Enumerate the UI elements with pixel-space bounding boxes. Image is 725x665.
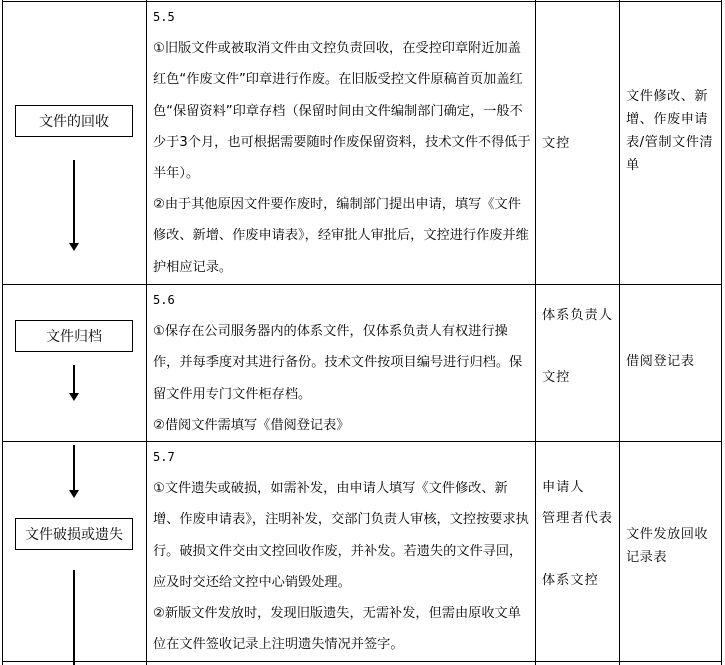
flow-connector-line (73, 570, 75, 665)
description-paragraph: ①旧版文件或被取消文件由文控负责回收，在受控印章附近加盖红色“作废文件”印章进行作废。在旧版受控文件原稿首页加盖红色“保留资料”印章存档（保留时间由文件编制部门确定，一般不少于3个月，也可根据需要随时作废保留资料，技术文件不得低于半年）。 (153, 41, 531, 182)
description-cell-recall (153, 2, 531, 283)
responsible-party: 文控 (542, 136, 571, 151)
record-cell-archive: 借阅登记表 (626, 354, 695, 369)
flow-arrow-down (73, 160, 75, 245)
responsible-cell-damage-loss (542, 472, 616, 597)
flow-box-archive: 文件归档 (15, 320, 133, 352)
flow-arrow-down (73, 445, 75, 492)
description-paragraph: ②由于其他原因文件要作废时，编制部门提出申请，填写《文件修改、新增、作废申请表》，经审批人审批后，文控进行作废并维护相应记录。 (153, 197, 529, 275)
responsible-party: 文控 (542, 370, 571, 386)
description-cell-damage-loss (153, 442, 531, 660)
responsible-party: 申请人 (542, 480, 585, 495)
responsible-party: 体系负责人 (542, 308, 613, 323)
responsible-cell-archive (542, 300, 616, 393)
flow-box-recall: 文件的回收 (15, 105, 133, 137)
flow-box-damage-loss: 文件破损或遗失 (15, 518, 133, 550)
flow-arrow-down (73, 365, 75, 395)
col-border-left (2, 0, 3, 665)
description-paragraph: ②新版文件发放时，发现旧版遗失，无需补发，但需由原收文单位在文件签收记录上注明遗失情况并签字。 (153, 606, 521, 653)
responsible-party: 管理者代表 (542, 511, 613, 527)
section-number: 5.7 (153, 450, 175, 464)
section-number: 5.6 (153, 293, 175, 307)
record-cell-damage-loss: 文件发放回收记录表 (626, 527, 709, 565)
description-cell-archive (153, 285, 531, 441)
arrow-down-icon (69, 243, 79, 251)
responsible-cell-recall (542, 128, 616, 159)
description-paragraph: ②借阅文件需填写《借阅登记表》 (153, 417, 350, 433)
col-border-right (721, 0, 722, 665)
responsible-party: 体系文控 (542, 573, 599, 589)
arrow-down-icon (69, 393, 79, 401)
arrow-down-icon (69, 490, 79, 498)
description-paragraph: ①保存在公司服务器内的体系文件，仅体系负责人有权进行操作，并每季度对其进行备份。技术文件按项目编号进行归档。保留文件用专门文件柜存档。 (153, 324, 523, 402)
description-paragraph: ①文件遗失或破损，如需补发，由申请人填写《文件修改、新增、作废申请表》，注明补发，交部门负责人审核，文控按要求执行。破损文件交由文控回收作废，并补发。若遗失的文件寻回，应及时交还给文控中心销毁处理。 (153, 481, 529, 590)
record-cell-recall: 文件修改、新增、作废申请表/管制文件清单 (626, 89, 714, 173)
col-border-flow (146, 0, 147, 665)
section-number: 5.5 (153, 10, 175, 24)
row-border-3 (2, 661, 722, 662)
col-border-resp (619, 0, 620, 665)
col-border-desc (535, 0, 536, 665)
